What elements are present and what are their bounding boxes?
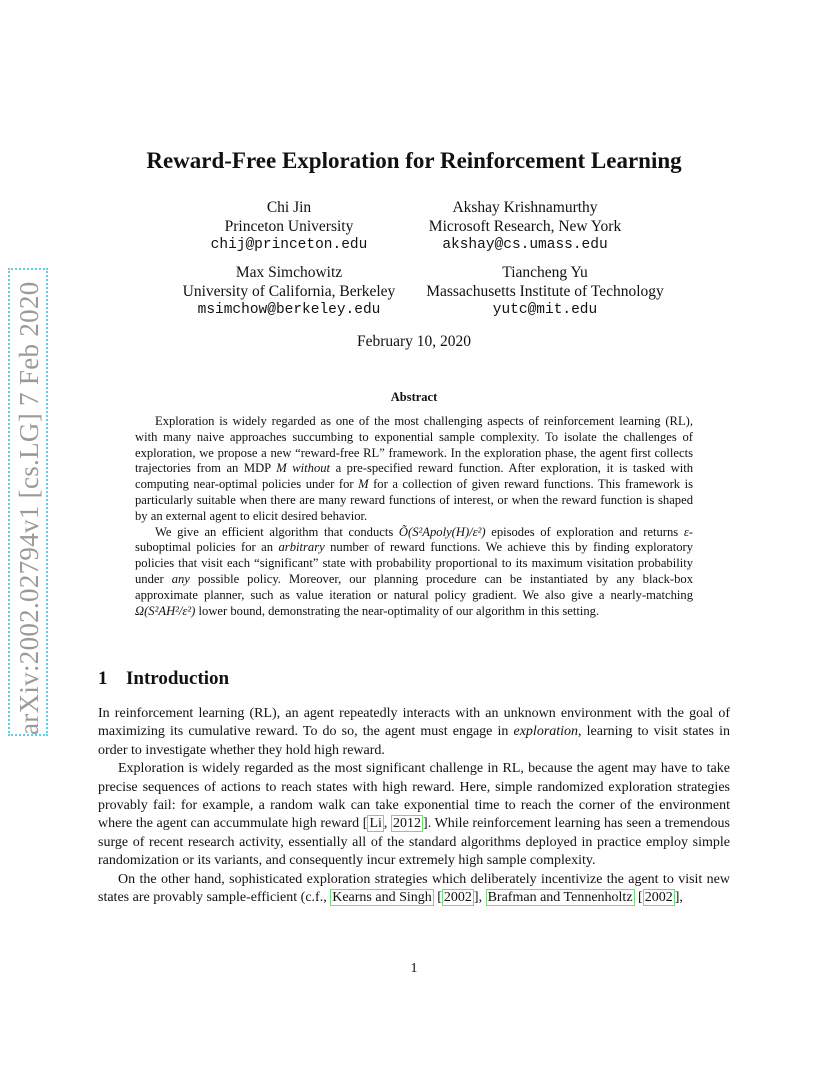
section-heading [98, 668, 229, 690]
math-symbol: M [276, 461, 287, 476]
body-paragraph: On the other hand, sophisticated exploration strategies which deliberately incentivize the agent to visit new states are provably sample-efficient (c.f., Kearns and Singh [ 2002 ], Brafman and Tennenholtz [ 2002 ], [98, 871, 730, 906]
paper-title: Reward-Free Exploration for Reinforcement Learning [146, 148, 682, 173]
abstract-body [135, 414, 693, 619]
math-expression: Ω(S²AH²/ε²) [135, 603, 196, 618]
author-block [410, 198, 640, 255]
author-name: Tiancheng Yu [502, 264, 588, 281]
arxiv-identifier-stamp[interactable] [0, 0, 70, 1072]
abstract-heading: Abstract [390, 390, 438, 404]
author-name: Chi Jin [266, 199, 312, 216]
emphasis-text: any [171, 571, 190, 586]
introduction-body [98, 705, 730, 907]
author-email: msimchow@berkeley.edu [197, 302, 381, 318]
citation-link[interactable]: Li [369, 816, 382, 832]
citation-link[interactable]: Kearns and Singh [332, 890, 432, 906]
author-email: akshay@cs.umass.edu [442, 237, 608, 253]
arxiv-stamp-text: arXiv:2002.02794v1 [cs.LG] 7 Feb 2020 [14, 281, 44, 735]
author-email: yutc@mit.edu [492, 302, 598, 318]
abstract-paragraph: Exploration is widely regarded as one of the most challenging aspects of reinforcement learning (RL), with many naive approaches succumbing to exponential sample complexity. To isolate the challenges of exploration, we propose a new “reward-free RL” framework. In the exploration phase, the agent first collects trajectories from an MDP M without a pre-specified reward function. After exploration, it is tasked with computing near-optimal policies under for M for a collection of given reward functions. This framework is particularly suitable when there are many reward functions of interest, or when the reward function is shaped by an external agent to elicit desired behavior. [135, 414, 693, 523]
author-name: Akshay Krishnamurthy [452, 199, 598, 216]
citation-link[interactable]: 2012 [393, 816, 422, 832]
author-email: chij@princeton.edu [210, 237, 368, 253]
author-affiliation: Microsoft Research, New York [428, 218, 622, 235]
body-paragraph: In reinforcement learning (RL), an agent repeatedly interacts with an unknown environment with the goal of maximizing its cumulative reward. To do so, the agent must engage in exploration, learning to visit states in order to investigate whether they hold high reward. [98, 706, 730, 758]
math-symbol: ε [683, 524, 689, 539]
publication-date: February 10, 2020 [356, 333, 472, 350]
citation-link[interactable]: 2002 [443, 890, 472, 906]
author-block [412, 263, 678, 320]
author-block [150, 263, 428, 320]
body-paragraph: Exploration is widely regarded as the most significant challenge in RL, because the agent may have to take precise sequences of actions to reach states with high reward. Here, simple randomized exploration strategies provably fail: for example, a random walk can take exponential time to reach the corner of the environment where the agent can accummulate high reward [ Li , 2012 ]. While reinforcement learning has seen a tremendous surge of recent research activity, essentially all of the standard algorithms deployed in practice employ simple randomization or its variants, and consequently incur extremely high sample complexity. [98, 761, 730, 869]
abstract-paragraph: We give an efficient algorithm that conducts Õ(S²Apoly(H)/ε²) episodes of exploration and returns ε-suboptimal policies for an arbitrary number of reward functions. We achieve this by finding exploratory policies that visit each “significant” state with probability proportional to its maximum visitation probability under any possible policy. Moreover, our planning procedure can be instantiated by any black-box approximate planner, such as value iteration or natural policy gradient. We also give a nearly-matching Ω(S²AH²/ε²) lower bound, demonstrating the near-optimality of our algorithm in this setting. [135, 524, 694, 618]
author-affiliation: Massachusetts Institute of Technology [426, 283, 664, 300]
page-number: 1 [410, 961, 418, 976]
citation-link[interactable]: 2002 [644, 890, 673, 906]
math-expression: Õ(S²Apoly(H)/ε²) [398, 524, 486, 539]
section-title: Introduction [126, 668, 230, 689]
emphasis-text: without [292, 461, 331, 476]
math-symbol: M [358, 477, 369, 492]
author-affiliation: Princeton University [224, 218, 354, 235]
emphasis-text: exploration [513, 724, 579, 740]
author-name: Max Simchowitz [235, 264, 343, 281]
emphasis-text: arbitrary [278, 540, 325, 555]
section-number: 1 [98, 668, 108, 689]
citation-link[interactable]: Brafman and Tennenholtz [487, 890, 633, 906]
author-block [198, 198, 380, 255]
author-affiliation: University of California, Berkeley [182, 283, 396, 300]
